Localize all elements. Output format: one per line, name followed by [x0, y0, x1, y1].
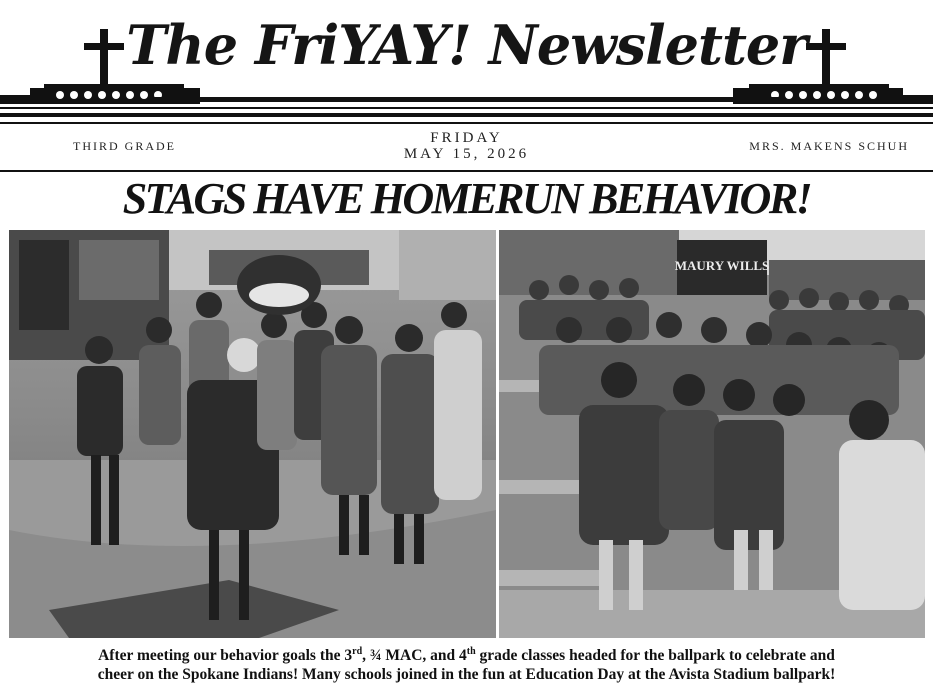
issue-full-date: MAY 15, 2026 [403, 146, 530, 162]
photo-caption [0, 646, 933, 684]
grade-label: THIRD GRADE [73, 139, 176, 153]
teacher-name: MRS. MAKENS SCHUH [749, 139, 909, 153]
masthead [0, 0, 933, 125]
dateline [0, 126, 933, 172]
caption-text-3: grade classes headed for the ballpark to celebrate and [475, 647, 835, 664]
caption-text-2: , ¾ MAC, and 4 [362, 647, 467, 664]
headline: STAGS HAVE HOMERUN BEHAVIOR! [122, 174, 811, 223]
caption-text-1: After meeting our behavior goals the 3 [98, 647, 353, 664]
stadium-sign: MAURY WILLS [674, 258, 770, 273]
photo-students-with-mascot [9, 230, 496, 638]
caption-sup-rd: rd [352, 645, 363, 657]
issue-day: FRIDAY [430, 130, 503, 146]
photo-students-in-stands [499, 230, 925, 638]
masthead-title: The FriYAY! Newsletter [126, 13, 807, 77]
caption-line-2: cheer on the Spokane Indians! Many schools joined in the fun at Education Day at the Avista Stadium ballpark! [97, 666, 836, 683]
caption-sup-th: th [466, 645, 476, 657]
caption-line-1 [0, 646, 933, 665]
